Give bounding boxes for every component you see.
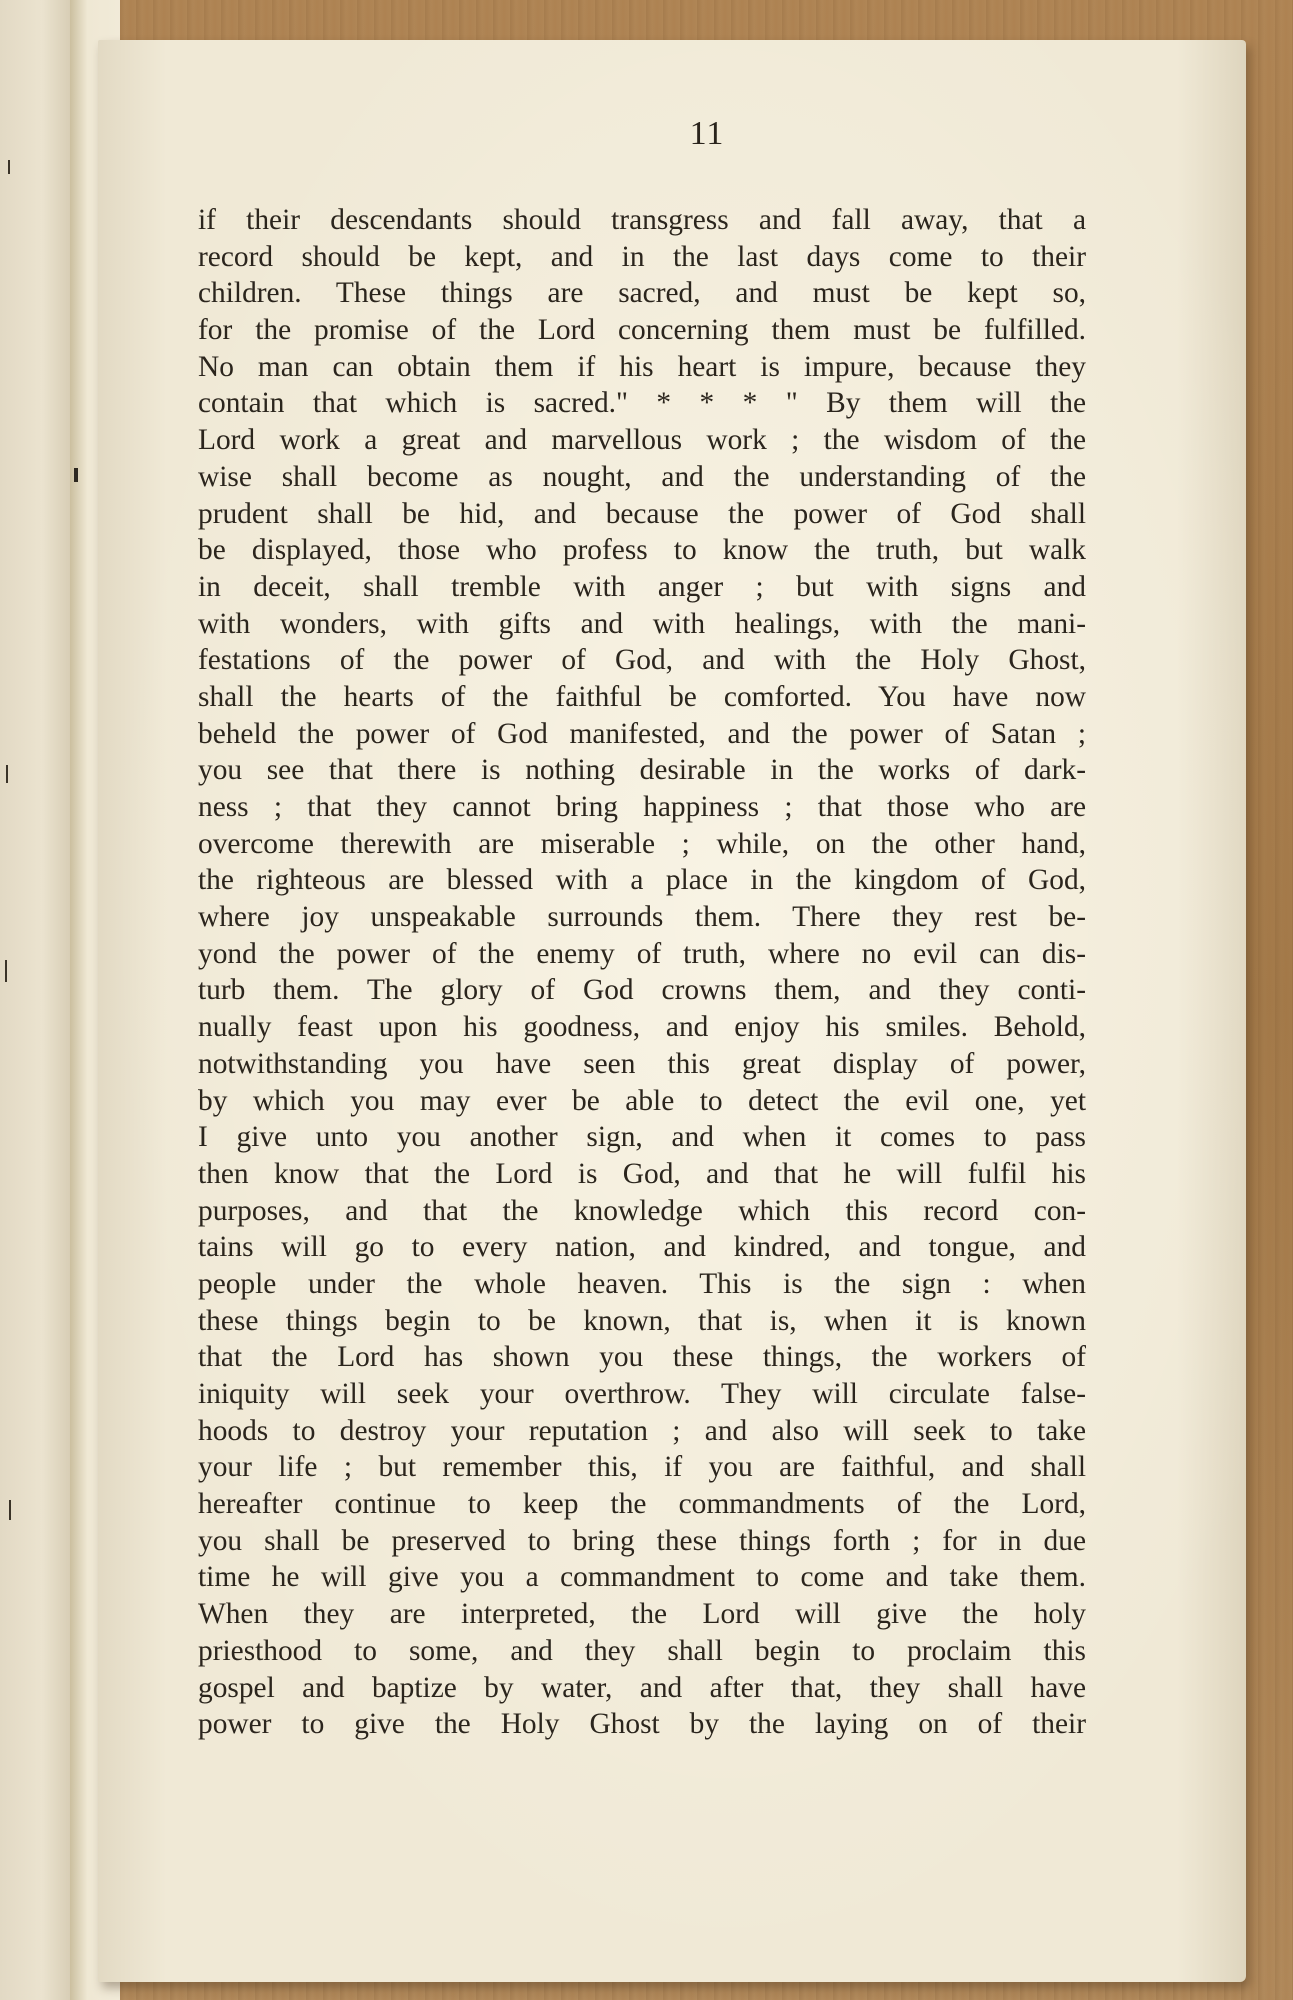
text-line: gospel and baptize by water, and after that, they shall have (198, 1671, 1086, 1704)
text-line: notwithstanding you have seen this great display of power, (198, 1047, 1086, 1080)
facing-page-edge (0, 0, 71, 2000)
text-line: I give unto you another sign, and when it comes to pass (198, 1121, 1086, 1154)
text-line: record should be kept, and in the last days come to their (198, 240, 1086, 273)
book-page (98, 40, 1246, 1982)
text-line: ness ; that they cannot bring happiness ; that those who are (198, 791, 1086, 823)
text-line: prudent shall be hid, and because the power of God shall (198, 497, 1086, 530)
text-line: priesthood to some, and they shall begin to proclaim this (198, 1634, 1086, 1667)
text-line: people under the whole heaven. This is the sign : when (198, 1267, 1086, 1300)
binding-mark (8, 160, 10, 174)
text-line: you shall be preserved to bring these things forth ; for in due (198, 1524, 1086, 1557)
binding-mark (9, 1500, 11, 1520)
text-line: these things begin to be known, that is, when it is known (198, 1304, 1086, 1337)
text-line: When they are interpreted, the Lord will give the holy (198, 1598, 1086, 1631)
text-line: beheld the power of God manifested, and the power of Satan ; (198, 717, 1086, 750)
text-line: turb them. The glory of God crowns them, and they conti- (198, 974, 1086, 1007)
text-line: overcome therewith are miserable ; while, on the other hand, (198, 827, 1086, 860)
text-line: then know that the Lord is God, and that he will fulfil his (198, 1157, 1086, 1190)
text-line: in deceit, shall tremble with anger ; but with signs and (198, 570, 1086, 603)
text-line: you see that there is nothing desirable in the works of dark- (198, 754, 1086, 787)
text-line: with wonders, with gifts and with healings, with the mani- (198, 607, 1086, 640)
text-line: if their descendants should transgress and fall away, that a (198, 204, 1086, 236)
text-line: Lord work a great and marvellous work ; the wisdom of the (198, 424, 1086, 457)
text-line: your life ; but remember this, if you are faithful, and shall (198, 1451, 1086, 1484)
text-line: power to give the Holy Ghost by the laying on of their (198, 1708, 1086, 1741)
text-line: be displayed, those who profess to know the truth, but walk (198, 534, 1086, 567)
text-line: time he will give you a commandment to come and take them. (198, 1561, 1086, 1594)
binding-stitch (74, 468, 78, 482)
text-line: where joy unspeakable surrounds them. There they rest be- (198, 901, 1086, 934)
text-line: hereafter continue to keep the commandments of the Lord, (198, 1488, 1086, 1521)
binding-mark (5, 960, 7, 982)
text-line: by which you may ever be able to detect the evil one, yet (198, 1084, 1086, 1117)
page-number: 11 (689, 115, 725, 152)
text-line: purposes, and that the knowledge which this record con- (198, 1194, 1086, 1227)
text-line: festations of the power of God, and with the Holy Ghost, (198, 644, 1086, 677)
text-line: for the promise of the Lord concerning them must be fulfilled. (198, 314, 1086, 347)
text-line: children. These things are sacred, and must be kept so, (198, 277, 1086, 310)
text-line: wise shall become as nought, and the understanding of the (198, 460, 1086, 493)
text-line: yond the power of the enemy of truth, where no evil can dis- (198, 937, 1086, 970)
text-line: shall the hearts of the faithful be comforted. You have now (198, 680, 1086, 713)
binding-mark (6, 765, 8, 783)
text-line: contain that which is sacred." * * * " By them will the (198, 387, 1086, 420)
text-line: nually feast upon his goodness, and enjoy his smiles. Behold, (198, 1011, 1086, 1044)
text-line: tains will go to every nation, and kindred, and tongue, and (198, 1231, 1086, 1264)
text-line: the righteous are blessed with a place in the kingdom of God, (198, 864, 1086, 897)
text-line: hoods to destroy your reputation ; and also will seek to take (198, 1414, 1086, 1447)
text-line: No man can obtain them if his heart is impure, because they (198, 350, 1086, 383)
text-line: that the Lord has shown you these things, the workers of (198, 1341, 1086, 1374)
text-line: iniquity will seek your overthrow. They will circulate false- (198, 1378, 1086, 1410)
body-text (198, 202, 1086, 1743)
